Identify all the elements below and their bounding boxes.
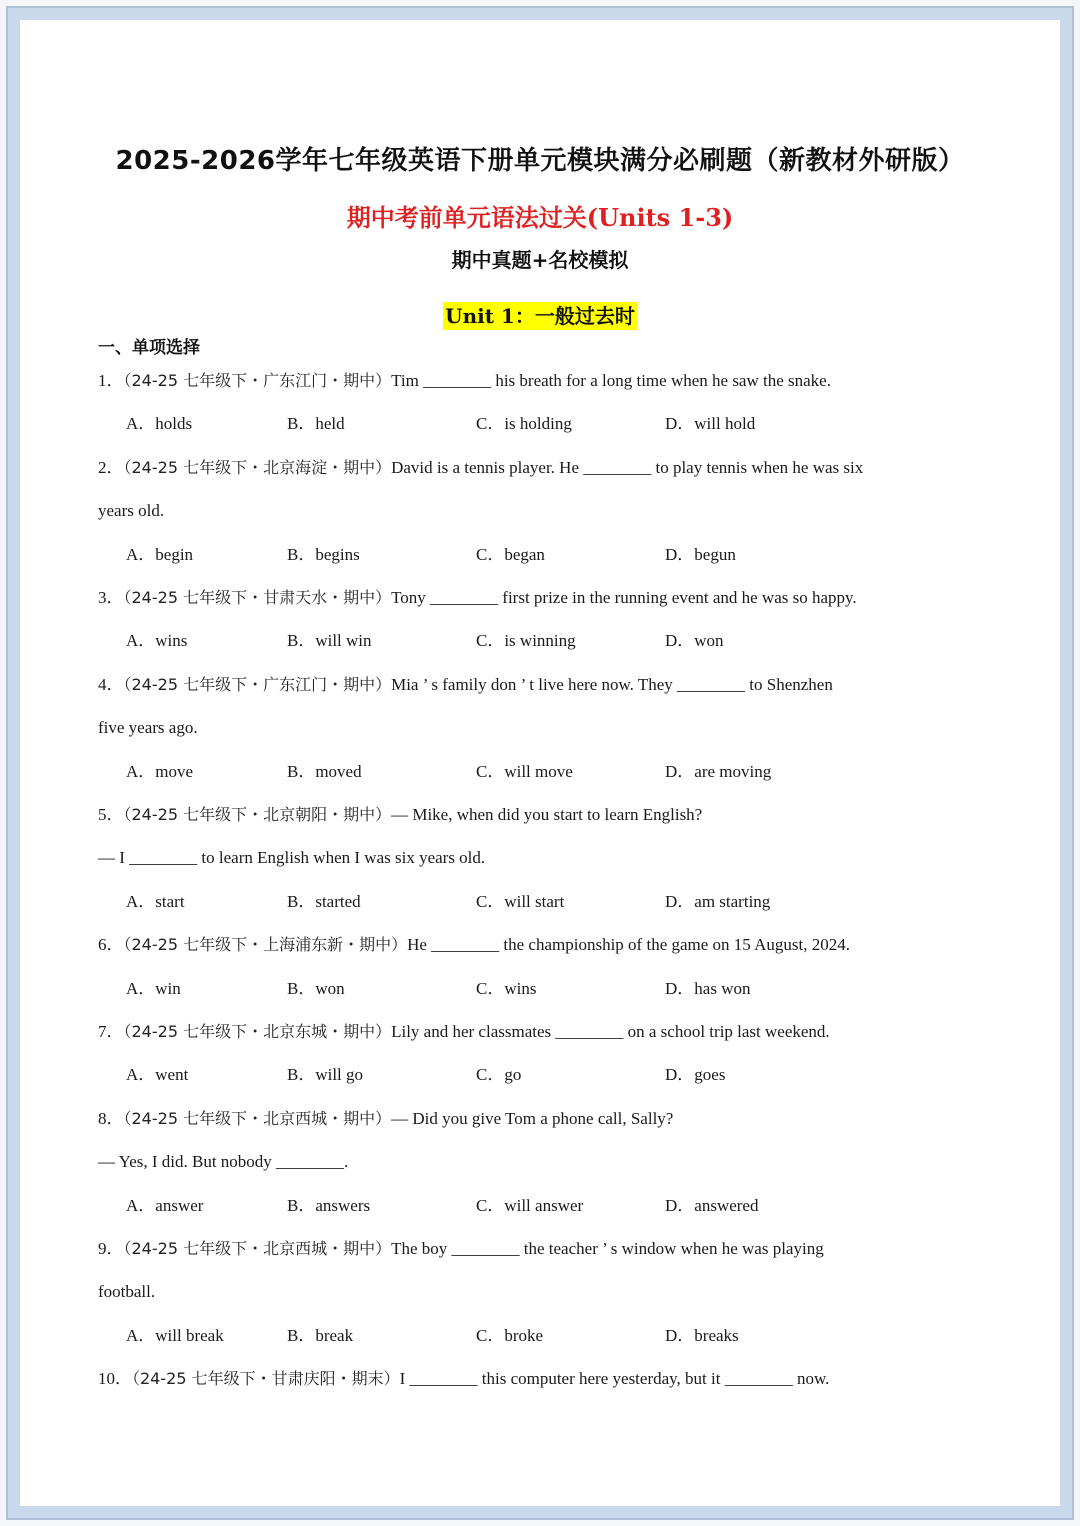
answer-option[interactable]: D．goes [665, 1065, 726, 1085]
question-text: — I ________ to learn English when I was six years old. [98, 848, 486, 868]
question-line [98, 587, 857, 609]
section-heading: 一、单项选择 [98, 338, 200, 358]
question-number: 9． [98, 1239, 124, 1258]
question-line [98, 1021, 830, 1043]
answer-option[interactable]: C．will start [476, 891, 565, 911]
answer-option[interactable]: A．move [126, 761, 194, 781]
question-line [98, 500, 164, 522]
answer-option[interactable]: B．started [287, 891, 361, 911]
question-line [98, 370, 831, 392]
question-text: Tim ________ his breath for a long time when he saw the snake. [391, 371, 831, 390]
answer-option[interactable]: A．will break [126, 1325, 224, 1345]
answer-option[interactable]: B．will win [287, 631, 372, 651]
answer-option[interactable]: D．won [665, 631, 724, 651]
answer-option[interactable]: C．broke [476, 1325, 544, 1345]
question-text: five years ago. [98, 718, 198, 738]
question-source: （24-25 七年级下・广东江门・期中） [123, 674, 392, 694]
answer-option[interactable]: D．answered [665, 1195, 759, 1215]
question-text: David is a tennis player. He ________ to play tennis when he was six [391, 457, 864, 477]
question-line [98, 717, 198, 739]
question-number: 6． [98, 935, 124, 955]
question-text: — Yes, I did. But nobody ________. [98, 1152, 349, 1172]
question-text: Lily and her classmates ________ on a school trip last weekend. [391, 1022, 830, 1041]
question-line [98, 847, 485, 869]
answer-option[interactable]: B．moved [287, 761, 362, 781]
question-source: （24-25 七年级下・甘肃天水・期中） [123, 588, 392, 607]
answer-option[interactable]: B．begins [287, 544, 360, 564]
document-subtitle: 期中考前单元语法过关(Units 1-3) [346, 203, 734, 232]
answer-option[interactable]: D．will hold [665, 414, 756, 434]
answer-option[interactable]: C．will move [476, 761, 573, 781]
question-number: 2． [98, 457, 124, 477]
document-title: 2025-2026学年七年级英语下册单元模块满分必刷题（新教材外研版） [115, 146, 965, 176]
answer-option[interactable]: D．are moving [665, 761, 772, 781]
question-line [98, 674, 833, 696]
unit-heading-text: Unit 1：一般过去时 [445, 304, 635, 328]
question-number: 8． [98, 1108, 124, 1128]
answer-option[interactable]: C．is winning [476, 631, 576, 651]
question-line [98, 1238, 824, 1260]
question-source: （24-25 七年级下・广东江门・期中） [123, 371, 392, 390]
answer-option[interactable]: A．answer [126, 1195, 204, 1215]
answer-option[interactable]: B．will go [287, 1065, 364, 1085]
question-source: （24-25 七年级下・北京海淀・期中） [123, 457, 392, 477]
question-number: 3． [98, 588, 124, 607]
question-line [98, 934, 850, 956]
question-source: （24-25 七年级下・北京西城・期中） [123, 1108, 392, 1128]
question-text: — Mike, when did you start to learn English? [391, 805, 703, 824]
question-text: — Did you give Tom a phone call, Sally? [391, 1108, 674, 1128]
question-number: 10． [98, 1369, 132, 1389]
question-text: He ________ the championship of the game on 15 August, 2024. [407, 935, 850, 955]
answer-option[interactable]: C．wins [476, 978, 537, 998]
answer-option[interactable]: B．held [287, 414, 345, 434]
answer-option[interactable]: A．went [126, 1065, 189, 1085]
question-line [98, 1108, 673, 1130]
answer-option[interactable]: A．holds [126, 414, 193, 434]
question-line [98, 1368, 829, 1390]
answer-option[interactable]: C．will answer [476, 1195, 584, 1215]
answer-option[interactable]: C．go [476, 1065, 522, 1085]
question-source: （24-25 七年级下・北京朝阳・期中） [123, 805, 392, 824]
answer-option[interactable]: B．won [287, 978, 345, 998]
answer-option[interactable]: C．is holding [476, 414, 572, 434]
answer-option[interactable]: B．break [287, 1325, 354, 1345]
answer-option[interactable]: D．am starting [665, 891, 771, 911]
answer-option[interactable]: D．has won [665, 978, 751, 998]
unit-heading [0, 300, 1080, 329]
document-subtitle-2: 期中真题+名校模拟 [451, 248, 629, 272]
answer-option[interactable]: B．answers [287, 1195, 371, 1215]
question-source: （24-25 七年级下・甘肃庆阳・期末） [132, 1369, 400, 1389]
question-source: （24-25 七年级下・上海浦东新・期中） [123, 935, 408, 955]
question-line [98, 804, 702, 826]
question-text: Mia ’ s family don ’ t live here now. They ________ to Shenzhen [391, 674, 833, 694]
question-text: The boy ________ the teacher ’ s window when he was playing [391, 1239, 824, 1258]
question-number: 5． [98, 805, 124, 824]
question-number: 4． [98, 674, 124, 694]
question-text: Tony ________ first prize in the running event and he was so happy. [391, 588, 857, 607]
question-source: （24-25 七年级下・北京东城・期中） [123, 1022, 392, 1041]
question-text: football. [98, 1282, 156, 1302]
question-line [98, 1151, 348, 1173]
question-number: 1． [98, 371, 124, 390]
answer-option[interactable]: D．begun [665, 544, 736, 564]
question-number: 7． [98, 1022, 124, 1041]
question-text: I ________ this computer here yesterday, but it ________ now. [399, 1369, 830, 1389]
question-text: years old. [98, 501, 165, 521]
question-source: （24-25 七年级下・北京西城・期中） [123, 1239, 392, 1258]
question-line [98, 457, 863, 479]
question-line [98, 1281, 155, 1303]
answer-option[interactable]: C．began [476, 544, 545, 564]
answer-option[interactable]: A．start [126, 891, 185, 911]
answer-option[interactable]: A．begin [126, 544, 194, 564]
answer-option[interactable]: A．win [126, 978, 181, 998]
answer-option[interactable]: D．breaks [665, 1325, 739, 1345]
answer-option[interactable]: A．wins [126, 631, 188, 651]
